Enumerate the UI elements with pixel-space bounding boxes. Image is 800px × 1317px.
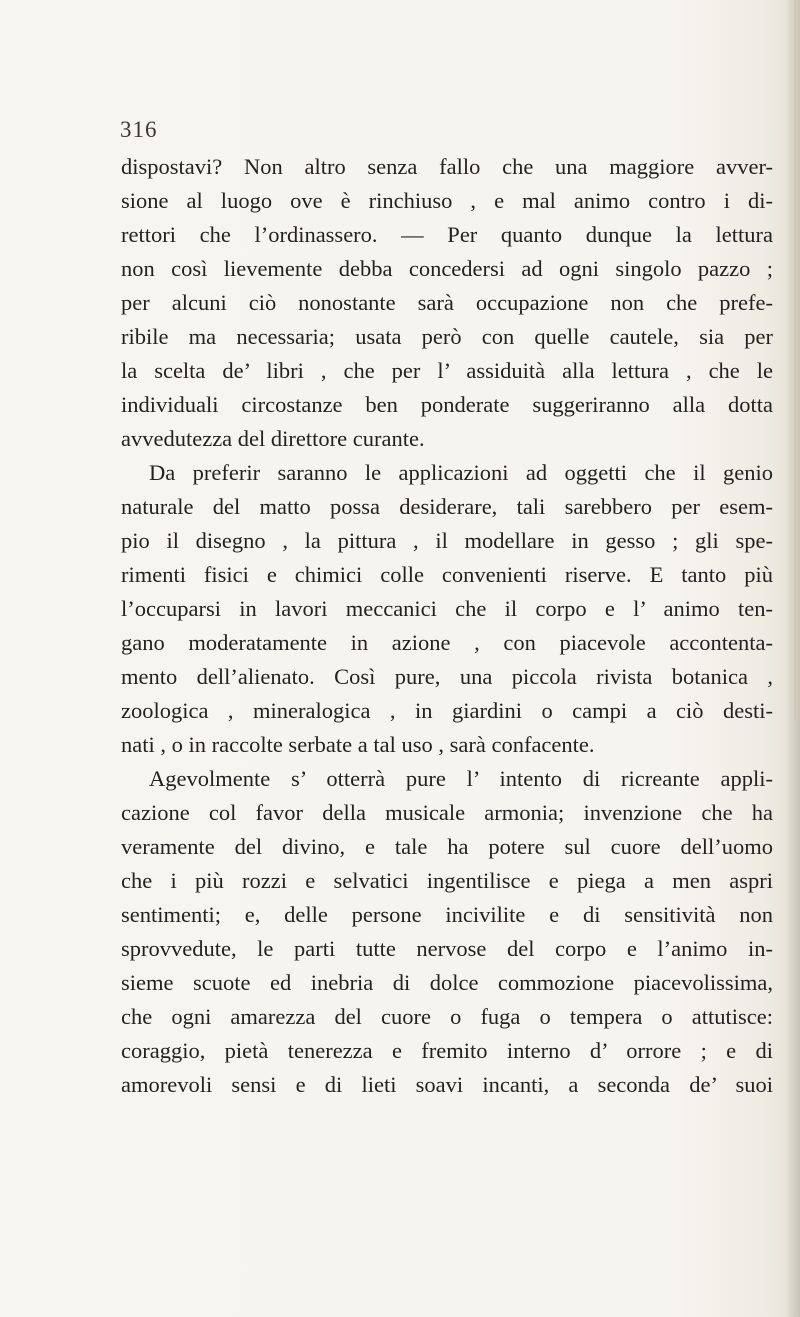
text-line: pio il disegno , la pittura , il modellare in gesso ; gli spe- — [121, 528, 773, 553]
text-line: naturale del matto possa desiderare, tali sarebbero per esem- — [121, 494, 773, 519]
text-line: rettori che l’ordinassero. — Per quanto dunque la lettura — [121, 222, 773, 247]
page-edge-shadow — [786, 0, 800, 1317]
paragraph-end-line: nati , o in raccolte serbate a tal uso , sarà confacente. — [121, 732, 595, 757]
text-line: rimenti fisici e chimici colle convenienti riserve. E tanto più — [121, 562, 773, 587]
text-line: dispostavi? Non altro senza fallo che una maggiore avver- — [121, 154, 773, 179]
text-line: cazione col favor della musicale armonia; invenzione che ha — [121, 800, 773, 825]
text-line: sprovvedute, le parti tutte nervose del corpo e l’animo in- — [121, 936, 773, 961]
paragraph-start-line: Da preferir saranno le applicazioni ad oggetti che il genio — [149, 460, 773, 485]
text-line: per alcuni ciò nonostante sarà occupazione non che prefe- — [121, 290, 773, 315]
text-line: sione al luogo ove è rinchiuso , e mal animo contro i di- — [121, 188, 773, 213]
text-line: ribile ma necessaria; usata però con quelle cautele, sia per — [121, 324, 773, 349]
text-line: individuali circostanze ben ponderate suggeriranno alla dotta — [121, 392, 773, 417]
page-edge-line — [794, 0, 796, 720]
paragraph-start-line: Agevolmente s’ otterrà pure l’ intento di ricreante appli- — [149, 766, 773, 791]
paragraph-end-line: avvedutezza del direttore curante. — [121, 426, 425, 451]
text-line: l’occuparsi in lavori meccanici che il corpo e l’ animo ten- — [121, 596, 773, 621]
text-line: che i più rozzi e selvatici ingentilisce e piega a men aspri — [121, 868, 773, 893]
text-line: zoologica , mineralogica , in giardini o campi a ciò desti- — [121, 698, 773, 723]
text-line: sentimenti; e, delle persone incivilite e di sensitività non — [121, 902, 773, 927]
text-line: gano moderatamente in azione , con piacevole accontenta- — [121, 630, 773, 655]
text-line: mento dell’alienato. Così pure, una piccola rivista botanica , — [121, 664, 773, 689]
text-line: coraggio, pietà tenerezza e fremito interno d’ orrore ; e di — [121, 1038, 773, 1063]
text-line: la scelta de’ libri , che per l’ assiduità alla lettura , che le — [121, 358, 773, 383]
text-line: amorevoli sensi e di lieti soavi incanti, a seconda de’ suoi — [121, 1072, 773, 1097]
body-text — [121, 150, 773, 1102]
text-line: veramente del divino, e tale ha potere sul cuore dell’uomo — [121, 834, 773, 859]
page-number: 316 — [120, 117, 158, 142]
text-line: che ogni amarezza del cuore o fuga o tempera o attutisce: — [121, 1004, 773, 1029]
text-line: non così lievemente debba concedersi ad ogni singolo pazzo ; — [121, 256, 773, 281]
text-line: sieme scuote ed inebria di dolce commozione piacevolissima, — [121, 970, 773, 995]
